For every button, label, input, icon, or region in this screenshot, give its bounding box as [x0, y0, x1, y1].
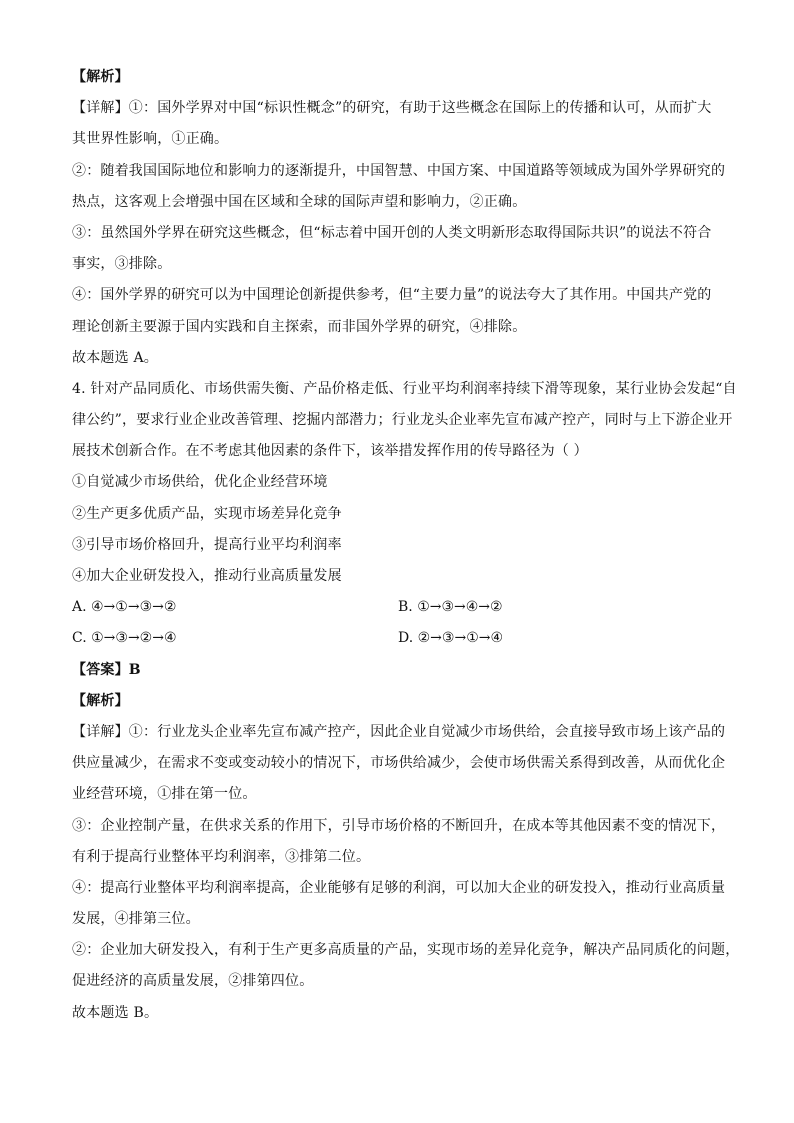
- option-a: A. ④→①→③→②: [72, 599, 177, 616]
- question-item: ②生产更多优质产品，实现市场差异化竞争: [72, 505, 342, 522]
- analysis-line: 【详解】①：行业龙头企业率先宣布减产控产，因此企业自觉减少市场供给，会直接导致市场上该产品的: [72, 723, 726, 740]
- analysis-line: 其世界性影响，①正确。: [72, 131, 229, 148]
- answer-line: 【答案】B: [72, 661, 141, 678]
- analysis-line: 发展，④排第三位。: [72, 911, 200, 928]
- options-row: [72, 623, 732, 654]
- analysis-line: 热点，这客观上会增强中国在区域和全球的国际声望和影响力，②正确。: [72, 193, 527, 210]
- analysis-heading: 【解析】: [72, 692, 129, 709]
- question-item: ③引导市场价格回升，提高行业平均利润率: [72, 536, 342, 553]
- analysis-line: ②：随着我国国际地位和影响力的逐渐提升，中国智慧、中国方案、中国道路等领域成为国外学界研究的: [72, 162, 726, 179]
- document-page: [72, 62, 740, 1029]
- analysis-heading: 【解析】: [72, 69, 129, 85]
- analysis-line: 事实，③排除。: [72, 256, 172, 273]
- option-c: C. ①→③→②→④: [72, 630, 177, 647]
- analysis-line: 供应量减少，在需求不变或变动较小的情况下，市场供给减少，会使市场供需关系得到改善，从而优化企: [72, 755, 726, 772]
- analysis-line: 业经营环境，①排在第一位。: [72, 786, 257, 803]
- analysis-line: 理论创新主要源于国内实践和自主探索，而非国外学界的研究，④排除。: [72, 318, 527, 335]
- analysis-line: 【详解】①：国外学界对中国“标识性概念”的研究，有助于这些概念在国际上的传播和认可，从而扩大: [72, 100, 712, 117]
- question-stem-line: 律公约”，要求行业企业改善管理、挖掘内部潜力；行业龙头企业率先宣布减产控产，同时与上下游企业开: [72, 412, 733, 429]
- question-stem-line: 4. 针对产品同质化、市场供需失衡、产品价格走低、行业平均利润率持续下滑等现象，某行业协会发起“自: [72, 380, 737, 397]
- analysis-line: ③：企业控制产量，在供求关系的作用下，引导市场价格的不断回升，在成本等其他因素不变的情况下，: [72, 817, 726, 834]
- analysis-line: ④：国外学界的研究可以为中国理论创新提供参考，但“主要力量”的说法夸大了其作用。中国共产党的: [72, 287, 712, 304]
- options-row: [72, 592, 732, 623]
- analysis-line: ③：虽然国外学界在研究这些概念，但“标志着中国开创的人类文明新形态取得国际共识”的说法不符合: [72, 224, 712, 241]
- question-item: ④加大企业研发投入，推动行业高质量发展: [72, 568, 342, 584]
- analysis-line: ②：企业加大研发投入，有利于生产更多高质量的产品，实现市场的差异化竞争，解决产品同质化的问题，: [72, 942, 740, 959]
- option-d: D. ②→③→①→④: [398, 630, 504, 647]
- question-stem-line: 展技术创新合作。在不考虑其他因素的条件下，该举措发挥作用的传导路径为（ ）: [72, 443, 588, 460]
- analysis-line: 有利于提高行业整体平均利润率，③排第二位。: [72, 848, 371, 865]
- analysis-line: 促进经济的高质量发展，②排第四位。: [72, 973, 314, 990]
- analysis-line: ④：提高行业整体平均利润率提高，企业能够有足够的利润，可以加大企业的研发投入，推动行业高质量: [72, 879, 726, 896]
- question-item: ①自觉减少市场供给，优化企业经营环境: [72, 474, 328, 491]
- option-b: B. ①→③→④→②: [398, 599, 503, 616]
- conclusion-line: 故本题选 A。: [72, 349, 158, 366]
- conclusion-line: 故本题选 B。: [72, 1004, 159, 1021]
